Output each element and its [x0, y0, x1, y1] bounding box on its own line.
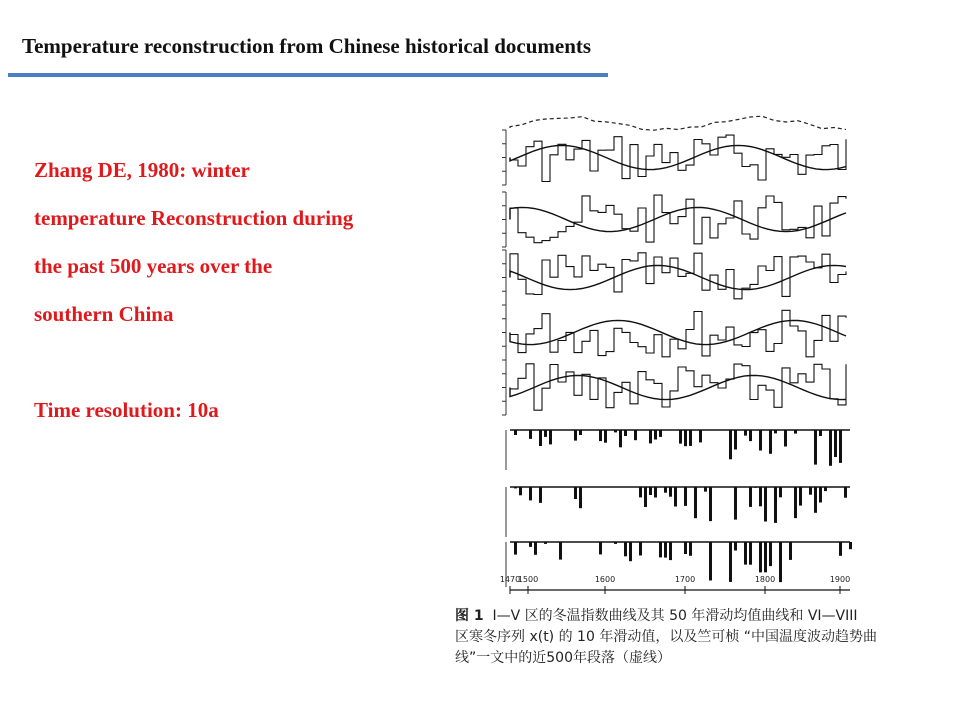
- cold-bar: [779, 487, 782, 497]
- temperature-index-plots: [430, 100, 915, 680]
- description-block: [34, 146, 454, 434]
- x-tick-label: 1500: [517, 575, 539, 584]
- cold-bar: [544, 430, 547, 437]
- cold-bar: [774, 487, 777, 523]
- cold-bar: [689, 542, 692, 556]
- cold-bar: [754, 487, 757, 488]
- cold-bar: [514, 430, 517, 435]
- cold-bar: [669, 542, 672, 560]
- cold-bar: [759, 430, 762, 451]
- cold-bar: [619, 542, 622, 543]
- step-series: [510, 310, 846, 357]
- cold-bar: [759, 487, 762, 506]
- cold-bar: [614, 430, 617, 432]
- cold-bar: [614, 542, 617, 544]
- cold-bar: [709, 542, 712, 581]
- cold-bar: [749, 487, 752, 507]
- cold-bar: [734, 487, 737, 520]
- cold-bar: [654, 487, 657, 498]
- title-underline: [8, 73, 608, 77]
- cold-bar: [779, 542, 782, 582]
- cold-bar: [734, 430, 737, 450]
- caption-line-2: 区寒冬序列 x(t) 的 10 年滑动值，以及竺可桢 “中国温度波动趋势曲: [455, 629, 878, 645]
- cold-bar: [529, 487, 532, 500]
- cold-bar: [694, 487, 697, 518]
- cold-bar: [529, 430, 532, 439]
- cold-bar: [689, 430, 692, 446]
- cold-bar: [684, 487, 687, 506]
- cold-bar: [624, 542, 627, 556]
- cold-bar: [709, 487, 712, 521]
- cold-bar: [729, 542, 732, 582]
- cold-bar: [519, 487, 522, 495]
- description-line-1: Zhang DE, 1980: winter: [34, 158, 250, 182]
- cold-bar: [649, 430, 652, 443]
- cold-bar: [764, 487, 767, 522]
- cold-bar: [644, 487, 647, 507]
- cold-bar: [774, 430, 777, 433]
- cold-bar: [654, 430, 657, 440]
- x-tick-label: 1470: [499, 575, 521, 584]
- cold-bar: [839, 430, 842, 463]
- cold-bar: [829, 430, 832, 466]
- dashed-curve: [510, 116, 846, 130]
- spacer: [34, 338, 454, 386]
- cold-bar: [669, 487, 672, 497]
- cold-bar: [639, 542, 642, 556]
- caption-text-1: I—V 区的冬温指数曲线及其 50 年滑动均值曲线和 VI—VIII: [492, 608, 858, 624]
- step-series: [510, 195, 846, 244]
- cold-bar: [839, 542, 842, 556]
- cold-bar: [649, 487, 652, 495]
- cold-bar: [784, 430, 787, 447]
- cold-bar: [619, 430, 622, 447]
- step-series: [510, 135, 846, 181]
- cold-bar: [684, 542, 687, 554]
- cold-bar: [579, 430, 582, 435]
- cold-bar: [599, 430, 602, 441]
- cold-bar: [749, 430, 752, 441]
- cold-bar: [514, 542, 517, 555]
- cold-bar: [604, 430, 607, 443]
- cold-bar: [544, 542, 547, 544]
- cold-bar: [639, 487, 642, 497]
- cold-bar: [734, 542, 737, 551]
- caption-fig-label: 图 1: [455, 608, 484, 624]
- cold-bar: [699, 430, 702, 442]
- cold-bar: [794, 487, 797, 518]
- cold-bar: [704, 487, 707, 492]
- cold-bar: [679, 430, 682, 444]
- cold-bar: [629, 542, 632, 561]
- scanned-figure: [430, 100, 915, 680]
- cold-bar: [674, 487, 677, 507]
- cold-bar: [684, 430, 687, 446]
- cold-bar: [624, 430, 627, 436]
- cold-bar: [749, 542, 752, 565]
- cold-bar: [794, 430, 797, 434]
- cold-bar: [559, 542, 562, 560]
- x-tick-label: 1900: [829, 575, 851, 584]
- cold-bar: [819, 487, 822, 503]
- cold-bar: [529, 542, 532, 547]
- cold-bar: [514, 487, 517, 488]
- cold-bar: [664, 542, 667, 558]
- slide-title: Temperature reconstruction from Chinese historical documents: [22, 34, 592, 58]
- figure-caption: [455, 606, 915, 669]
- cold-bar: [634, 430, 637, 440]
- cold-bar: [799, 487, 802, 506]
- cold-bar: [729, 430, 732, 459]
- time-resolution: Time resolution: 10a: [34, 398, 219, 422]
- cold-bar: [539, 430, 542, 446]
- cold-bar: [599, 542, 602, 554]
- description-line-3: the past 500 years over the: [34, 254, 273, 278]
- cold-bar: [659, 542, 662, 557]
- cold-bar: [549, 430, 552, 444]
- cold-bar: [744, 430, 747, 436]
- x-tick-label: 1600: [594, 575, 616, 584]
- smooth-mean: [510, 265, 846, 289]
- cold-bar: [769, 430, 772, 454]
- cold-bar: [744, 542, 747, 565]
- cold-bar: [824, 487, 827, 491]
- cold-bar: [814, 430, 817, 465]
- cold-bar: [574, 430, 577, 441]
- cold-bar: [789, 542, 792, 560]
- cold-bar: [659, 430, 662, 437]
- cold-bar: [574, 487, 577, 499]
- cold-bar: [759, 542, 762, 572]
- cold-bar: [849, 542, 852, 549]
- x-tick-label: 1800: [754, 575, 776, 584]
- caption-line-3: 线”一文中的近500年段落（虚线）: [455, 650, 671, 666]
- cold-bar: [539, 487, 542, 503]
- x-tick-label: 1700: [674, 575, 696, 584]
- cold-bar: [814, 487, 817, 513]
- cold-bar: [819, 430, 822, 436]
- cold-bar: [834, 430, 837, 457]
- cold-bar: [664, 487, 667, 493]
- cold-bar: [769, 542, 772, 566]
- caption-line-1: [455, 606, 915, 627]
- description-line-4: southern China: [34, 302, 174, 326]
- cold-bar: [844, 487, 847, 498]
- cold-bar: [579, 487, 582, 508]
- cold-bar: [809, 487, 812, 495]
- cold-bar: [764, 542, 767, 572]
- cold-bar: [534, 542, 537, 555]
- description-line-2: temperature Reconstruction during: [34, 206, 354, 230]
